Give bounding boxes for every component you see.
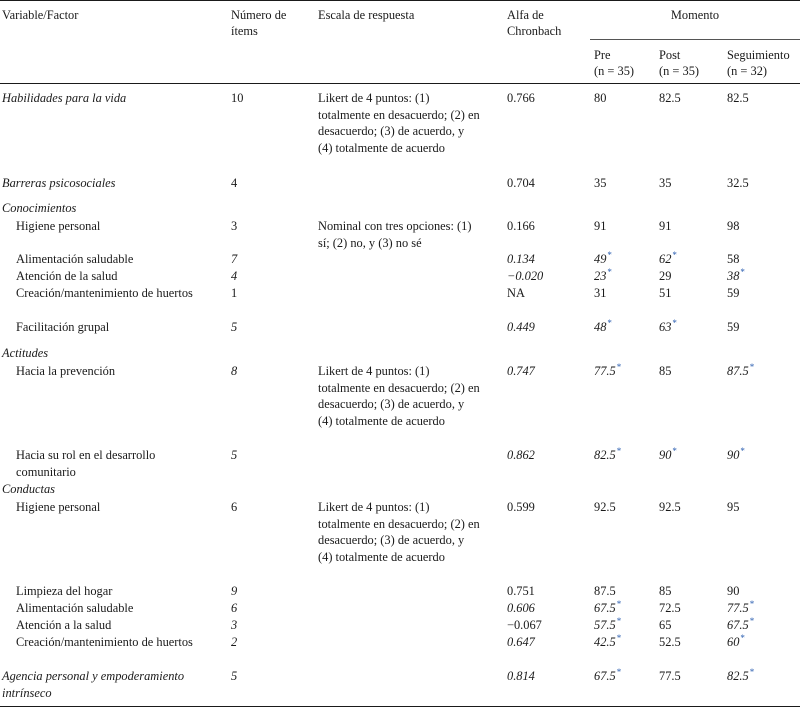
- row-label: Alimentación saludable: [16, 601, 134, 615]
- value: 87.5: [727, 364, 749, 378]
- row-items: 5: [231, 448, 238, 462]
- significance-mark: *: [740, 267, 745, 277]
- row-post: 72.5: [659, 601, 681, 615]
- scale-likert-3: Likert de 4 puntos: (1) totalmente en desacuerdo; (2) en desacuerdo; (3) de acuerdo, y (4) totalmente de acuerdo: [318, 500, 480, 564]
- row-follow: [727, 363, 754, 380]
- value: 38: [727, 269, 740, 283]
- row-items: 3: [231, 618, 238, 632]
- row-alpha: 0.606: [507, 601, 535, 615]
- value: 67.5: [594, 601, 616, 615]
- row-pre: [594, 319, 612, 336]
- row-items: 5: [231, 320, 238, 334]
- header-pre-n: (n = 35): [594, 64, 635, 78]
- header-alpha-1: Alfa de: [507, 8, 544, 22]
- row-pre: [594, 447, 621, 464]
- row-pre: 87.5: [594, 584, 616, 598]
- value: 42.5: [594, 635, 616, 649]
- significance-mark: *: [616, 446, 622, 456]
- header-alpha-2: Chronbach: [507, 24, 562, 38]
- row-follow: [727, 268, 745, 285]
- row-post: 77.5: [659, 669, 681, 683]
- header-items-2: ítems: [231, 24, 258, 38]
- value: 23: [594, 269, 607, 283]
- header-scale: Escala de respuesta: [318, 8, 415, 22]
- row-pre: [594, 634, 621, 651]
- value: 82.5: [594, 448, 616, 462]
- row-alpha: 0.747: [507, 364, 535, 378]
- row-items: 6: [231, 500, 238, 514]
- row-items: 3: [231, 219, 238, 233]
- row-post: [659, 251, 677, 268]
- row-items: 5: [231, 669, 238, 683]
- row-pre: [594, 617, 621, 634]
- significance-mark: *: [607, 250, 612, 260]
- header-post: Post: [659, 48, 681, 62]
- significance-mark: *: [749, 362, 755, 372]
- header-pre: Pre: [594, 48, 611, 62]
- row-alpha: 0.814: [507, 669, 535, 683]
- row-label: Alimentación saludable: [16, 252, 134, 266]
- row-label: Limpieza del hogar: [16, 584, 113, 598]
- row-follow: [727, 447, 745, 464]
- row-post: 92.5: [659, 500, 681, 514]
- row-post: 35: [659, 176, 672, 190]
- scale-nominal: Nominal con tres opciones: (1) sí; (2) no, y (3) no sé: [318, 219, 472, 250]
- row-alpha: 0.751: [507, 584, 535, 598]
- row-label: Higiene personal: [16, 500, 101, 514]
- row-post: [659, 319, 677, 336]
- header-follow-n: (n = 32): [727, 64, 768, 78]
- significance-mark: *: [749, 616, 755, 626]
- significance-mark: *: [672, 250, 677, 260]
- significance-mark: *: [616, 667, 622, 677]
- row-pre: 91: [594, 219, 607, 233]
- row-label: Hacia su rol en el desarrollo comunitario: [16, 448, 156, 479]
- row-post: [659, 447, 677, 464]
- row-label: Barreras psicosociales: [2, 176, 116, 190]
- row-label: Facilitación grupal: [16, 320, 110, 334]
- value: 57.5: [594, 618, 616, 632]
- row-items: 6: [231, 601, 238, 615]
- header-items-1: Número de: [231, 8, 287, 22]
- row-alpha: 0.766: [507, 91, 535, 105]
- row-follow: [727, 668, 754, 685]
- row-post: 51: [659, 286, 672, 300]
- row-pre: [594, 363, 621, 380]
- row-follow: 59: [727, 286, 740, 300]
- row-alpha: 0.704: [507, 176, 535, 190]
- row-items: 9: [231, 584, 238, 598]
- row-pre: [594, 668, 621, 685]
- row-follow: 32.5: [727, 176, 749, 190]
- bottom-rule: [0, 706, 800, 707]
- top-rule: [0, 0, 800, 1]
- row-post: 29: [659, 269, 672, 283]
- section-label: Conductas: [2, 482, 56, 496]
- row-items: 1: [231, 286, 238, 300]
- row-items: 2: [231, 635, 238, 649]
- row-items: 8: [231, 364, 238, 378]
- row-alpha: 0.134: [507, 252, 535, 266]
- significance-mark: *: [740, 446, 745, 456]
- row-follow: [727, 634, 745, 651]
- significance-mark: *: [607, 318, 612, 328]
- row-pre: 92.5: [594, 500, 616, 514]
- row-alpha: NA: [507, 286, 525, 300]
- value: 90: [659, 448, 672, 462]
- row-follow: 95: [727, 500, 740, 514]
- row-post: 85: [659, 584, 672, 598]
- row-post: 82.5: [659, 91, 681, 105]
- value: 62: [659, 252, 672, 266]
- scale-likert-1: Likert de 4 puntos: (1) totalmente en desacuerdo; (2) en desacuerdo; (3) de acuerdo, y (4) totalmente de acuerdo: [318, 91, 480, 155]
- value: 67.5: [727, 618, 749, 632]
- row-follow: 82.5: [727, 91, 749, 105]
- row-items: 4: [231, 269, 238, 283]
- row-alpha: 0.862: [507, 448, 535, 462]
- row-pre: 31: [594, 286, 607, 300]
- row-follow: 59: [727, 320, 740, 334]
- significance-mark: *: [749, 599, 755, 609]
- row-post: 65: [659, 618, 672, 632]
- significance-mark: *: [740, 633, 745, 643]
- row-pre: [594, 268, 612, 285]
- row-alpha: −0.020: [507, 269, 544, 283]
- row-label: Creación/mantenimiento de huertos: [16, 286, 193, 300]
- row-alpha: 0.599: [507, 500, 535, 514]
- significance-mark: *: [672, 446, 677, 456]
- row-pre: 35: [594, 176, 607, 190]
- row-follow: 58: [727, 252, 740, 266]
- value: 77.5: [594, 364, 616, 378]
- value: 49: [594, 252, 607, 266]
- row-post: 52.5: [659, 635, 681, 649]
- row-follow: [727, 617, 754, 634]
- row-post: 85: [659, 364, 672, 378]
- significance-mark: *: [616, 599, 622, 609]
- row-label: Higiene personal: [16, 219, 101, 233]
- value: 48: [594, 320, 607, 334]
- scale-likert-2: Likert de 4 puntos: (1) totalmente en desacuerdo; (2) en desacuerdo; (3) de acuerdo, y (4) totalmente de acuerdo: [318, 364, 480, 428]
- significance-mark: *: [616, 362, 622, 372]
- moment-rule: [590, 39, 800, 40]
- header-post-n: (n = 35): [659, 64, 700, 78]
- row-alpha: 0.449: [507, 320, 535, 334]
- row-items: 10: [231, 91, 244, 105]
- row-pre: [594, 600, 621, 617]
- significance-mark: *: [607, 267, 612, 277]
- header-rule: [0, 83, 800, 84]
- section-label: Actitudes: [2, 346, 49, 360]
- value: 60: [727, 635, 740, 649]
- significance-mark: *: [616, 616, 622, 626]
- value: 90: [727, 448, 740, 462]
- row-follow: 98: [727, 219, 740, 233]
- value: 63: [659, 320, 672, 334]
- header-moment: Momento: [670, 8, 720, 22]
- row-label: Creación/mantenimiento de huertos: [16, 635, 193, 649]
- value: 77.5: [727, 601, 749, 615]
- header-variable: Variable/Factor: [2, 8, 79, 22]
- row-post: 91: [659, 219, 672, 233]
- row-pre: 80: [594, 91, 607, 105]
- row-alpha: 0.166: [507, 219, 535, 233]
- row-alpha: −0.067: [507, 618, 542, 632]
- row-alpha: 0.647: [507, 635, 535, 649]
- row-label: Atención a la salud: [16, 618, 112, 632]
- value: 82.5: [727, 669, 749, 683]
- row-label: Hacia la prevención: [16, 364, 116, 378]
- row-label: Habilidades para la vida: [2, 91, 127, 105]
- row-pre: [594, 251, 612, 268]
- row-items: 4: [231, 176, 238, 190]
- row-label: Atención de la salud: [16, 269, 118, 283]
- value: 67.5: [594, 669, 616, 683]
- significance-mark: *: [616, 633, 622, 643]
- row-follow: [727, 600, 754, 617]
- section-label: Conocimientos: [2, 201, 77, 215]
- header-follow: Seguimiento: [727, 48, 790, 62]
- row-follow: 90: [727, 584, 740, 598]
- row-items: 7: [231, 252, 238, 266]
- significance-mark: *: [672, 318, 677, 328]
- row-label: Agencia personal y empoderamiento intrínseco: [2, 669, 185, 700]
- significance-mark: *: [749, 667, 755, 677]
